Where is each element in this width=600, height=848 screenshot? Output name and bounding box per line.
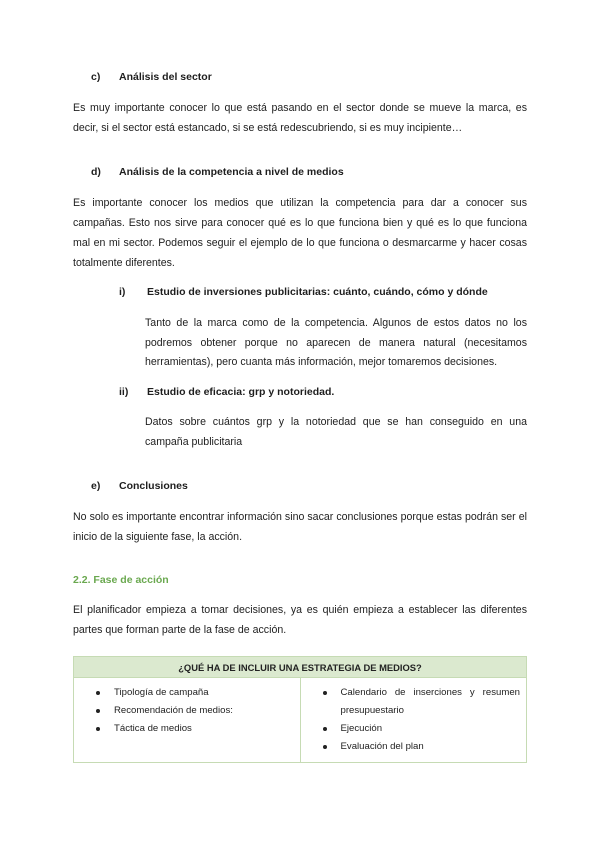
section-e-marker: e) bbox=[91, 480, 101, 492]
section-c-heading bbox=[91, 71, 212, 83]
strategy-table-left-cell bbox=[74, 678, 301, 763]
section-d-title: Análisis de la competencia a nivel de medios bbox=[119, 166, 344, 178]
section-d-i-marker: i) bbox=[119, 286, 126, 298]
list-item: Evaluación del plan bbox=[341, 738, 521, 756]
strategy-table-right-cell bbox=[300, 678, 527, 763]
section-e-heading bbox=[91, 480, 188, 492]
section-d-i-title: Estudio de inversiones publicitarias: cuánto, cuándo, cómo y dónde bbox=[147, 286, 488, 298]
strategy-right-list bbox=[301, 684, 521, 756]
fase-accion-title: 2.2. Fase de acción bbox=[73, 574, 169, 586]
list-item: Tipología de campaña bbox=[114, 684, 294, 702]
strategy-left-list bbox=[74, 684, 294, 738]
strategy-table bbox=[73, 656, 527, 763]
section-d-ii-body: Datos sobre cuántos grp y la notoriedad que se han conseguido en una campaña publicitaria bbox=[145, 416, 527, 448]
section-c-title: Análisis del sector bbox=[119, 71, 212, 83]
list-item: Recomendación de medios: bbox=[114, 702, 294, 720]
section-e-body: No solo es importante encontrar información sino sacar conclusiones porque estas podrán ser el inicio de la siguiente fase, la acción. bbox=[73, 511, 527, 543]
strategy-table-header: ¿QUÉ HA DE INCLUIR UNA ESTRATEGIA DE MEDIOS? bbox=[74, 657, 527, 678]
section-c-body: Es muy importante conocer lo que está pasando en el sector donde se mueve la marca, es decir, si el sector está estancado, si se está redescubriendo, si es muy incipiente… bbox=[73, 102, 527, 134]
list-item: Ejecución bbox=[341, 720, 521, 738]
section-d-i-body: Tanto de la marca como de la competencia. Algunos de estos datos no los podremos obtener porque no aparecen de manera natural (necesitamos herramientas), pero cuanta más información, mejor tomaremos decisiones. bbox=[145, 317, 527, 369]
fase-accion-body: El planificador empieza a tomar decisiones, ya es quién empieza a establecer las diferentes partes que forman parte de la fase de acción. bbox=[73, 604, 527, 636]
section-c-marker: c) bbox=[91, 71, 101, 83]
list-item: Táctica de medios bbox=[114, 720, 294, 738]
section-d-body: Es importante conocer los medios que utilizan la competencia para dar a conocer sus campañas. Esto nos sirve para conocer qué es lo que funciona bien y qué es lo que funciona mal en mi sector. Podemos seguir el ejemplo de lo que funciona o desmarcarme y hacer cosas totalmente diferentes. bbox=[73, 197, 527, 269]
section-d-marker: d) bbox=[91, 166, 101, 178]
section-d-heading bbox=[91, 166, 344, 178]
section-d-i-heading bbox=[119, 286, 488, 298]
section-e-title: Conclusiones bbox=[119, 480, 188, 492]
section-d-ii-marker: ii) bbox=[119, 386, 129, 398]
section-d-ii-title: Estudio de eficacia: grp y notoriedad. bbox=[147, 386, 335, 398]
list-item: Calendario de inserciones y resumen presupuestario bbox=[341, 684, 521, 720]
section-d-ii-heading bbox=[119, 386, 334, 398]
